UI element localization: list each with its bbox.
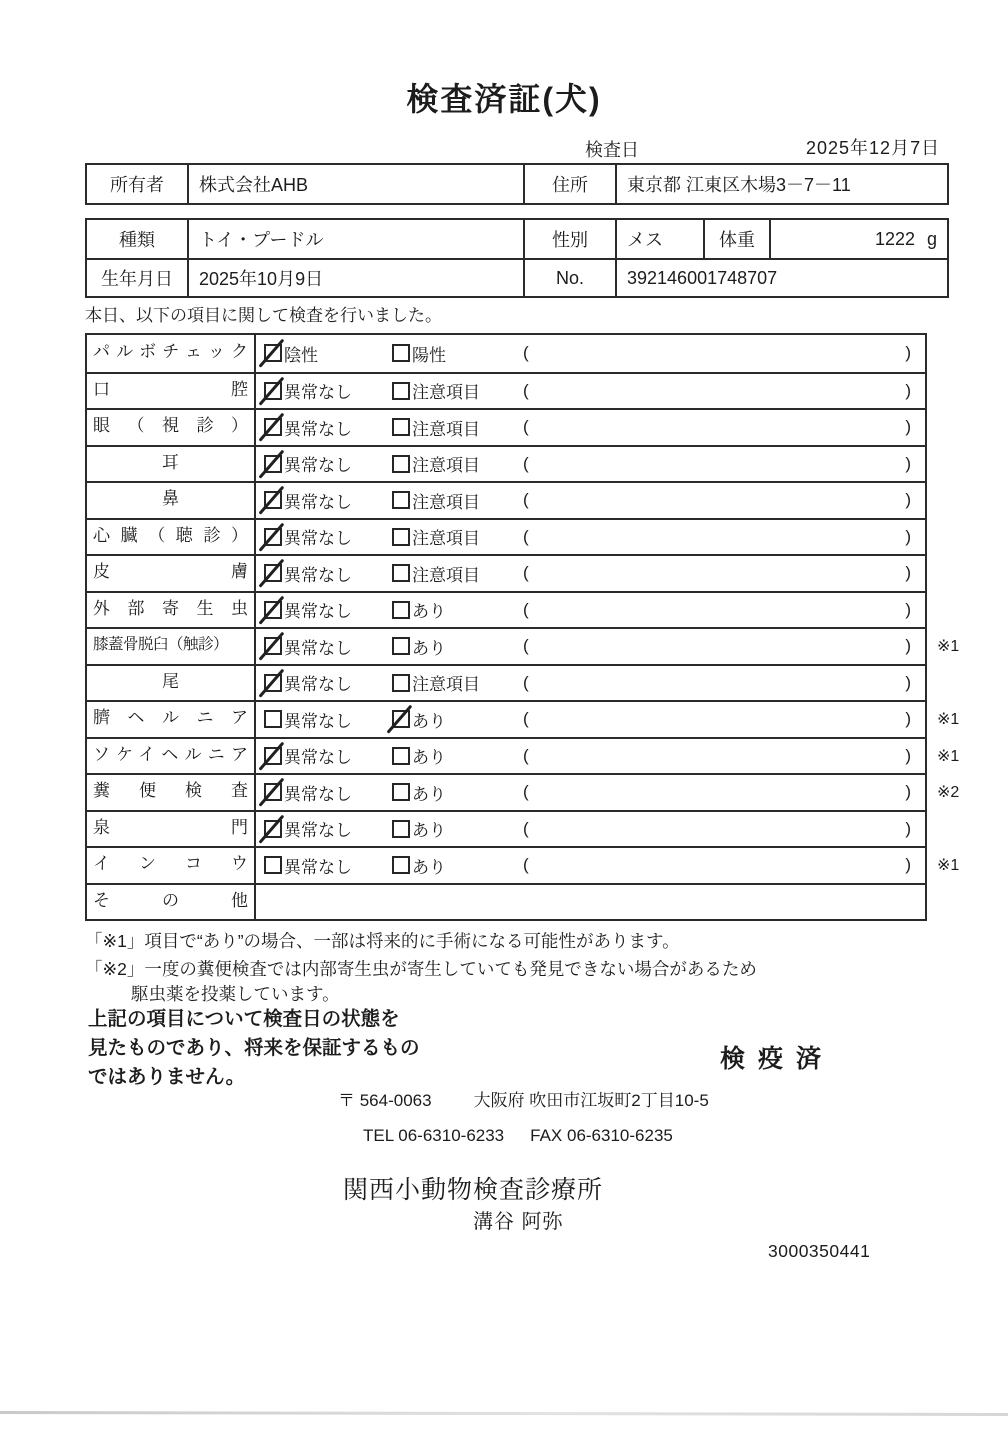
- quarantine-stamp: 検疫済: [720, 1045, 835, 1073]
- option2-label: 注意項目: [412, 565, 480, 585]
- row-heart: [87, 518, 925, 555]
- row-skin: [87, 554, 925, 591]
- row-tail: [87, 664, 925, 701]
- row-ears: [87, 445, 925, 482]
- exam-item-label: 臍ヘルニア: [93, 708, 248, 727]
- checkbox-normal: [264, 491, 282, 509]
- checkmark-icon: [258, 741, 284, 770]
- checkbox-present: [392, 637, 410, 655]
- row-cryptorchidism: [87, 846, 960, 883]
- row-inguinal-hernia: [87, 737, 960, 774]
- paren-open: (: [523, 745, 529, 765]
- exam-item-label: パルボチェック: [93, 342, 248, 361]
- paren-open: (: [523, 599, 529, 619]
- checkbox-normal: [264, 783, 282, 801]
- checkmark-icon: [258, 522, 284, 551]
- checkmark-icon: [258, 413, 284, 442]
- checkbox-normal: [264, 528, 282, 546]
- checkbox-normal: [264, 710, 282, 728]
- disclaimer-text: [88, 1005, 420, 1092]
- paren-open: (: [523, 453, 529, 473]
- veterinarian-name: 溝谷 阿弥: [473, 1211, 564, 1233]
- option2-label: あり: [412, 784, 446, 804]
- sex-value: メス: [615, 220, 703, 258]
- option1-label: 異常なし: [284, 857, 352, 877]
- checkmark-icon: [258, 632, 284, 661]
- option1-label: 異常なし: [284, 821, 352, 841]
- footnote-1: 「※1」項目で“あり”の場合、一部は将来的に手術になる可能性があります。: [85, 931, 680, 951]
- sex-label: 性別: [523, 220, 615, 258]
- exam-item-result: [254, 666, 925, 701]
- checkbox-normal: [264, 820, 282, 838]
- option2-label: 注意項目: [412, 383, 480, 403]
- exam-item-label: 心臓（聴診）: [93, 525, 248, 545]
- paren-close: ): [905, 782, 911, 802]
- exam-item-result: [254, 702, 925, 737]
- option1-label: 異常なし: [284, 529, 352, 549]
- exam-item-label: 皮膚: [93, 562, 248, 581]
- option2-label: 注意項目: [412, 419, 480, 439]
- exam-item-result: [254, 885, 925, 920]
- exam-item-label: 糞便検査: [93, 781, 248, 800]
- footnote-2-cont: 駆虫薬を投薬しています。: [131, 984, 340, 1004]
- checkbox-normal: [264, 601, 282, 619]
- exam-checklist-table: [85, 333, 960, 921]
- option2-label: 陽性: [412, 345, 446, 365]
- row-fecal-exam: [87, 773, 960, 810]
- checkbox-caution: [392, 564, 410, 582]
- intro-sentence: 本日、以下の項目に関して検査を行いました。: [85, 306, 442, 325]
- clinic-postal-line: [338, 1086, 709, 1111]
- option1-label: 異常なし: [284, 638, 352, 658]
- checkbox-normal: [264, 856, 282, 874]
- checkbox-normal: [264, 674, 282, 692]
- checkbox-normal: [264, 564, 282, 582]
- paren-close: ): [905, 745, 911, 765]
- paren-open: (: [523, 380, 529, 400]
- clinic-tel-line: [363, 1126, 673, 1146]
- checkbox-caution: [392, 455, 410, 473]
- birth-value: 2025年10月9日: [187, 258, 523, 296]
- paren-close: ): [905, 709, 911, 729]
- clinic-postal-code: 〒 564-0063: [338, 1091, 432, 1110]
- paren-open: (: [523, 818, 529, 838]
- checkmark-icon: [258, 778, 284, 807]
- checkbox-caution: [392, 382, 410, 400]
- option1-label: 異常なし: [284, 419, 352, 439]
- exam-item-result: [254, 410, 925, 445]
- checkmark-icon: [386, 705, 412, 734]
- exam-item-label: インコウ: [93, 854, 248, 873]
- address-value: 東京都 江東区木場3－7－11: [615, 165, 947, 203]
- exam-item-result: [254, 520, 925, 555]
- checkbox-present: [392, 856, 410, 874]
- checkbox-caution: [392, 418, 410, 436]
- checkbox-caution: [392, 674, 410, 692]
- exam-item-result: [254, 739, 925, 774]
- exam-item-label: 耳: [162, 452, 179, 472]
- option2-label: 注意項目: [412, 675, 480, 695]
- pet-table: [85, 218, 949, 298]
- checkbox-normal: [264, 418, 282, 436]
- checkmark-icon: [258, 595, 284, 624]
- option1-label: 異常なし: [284, 784, 352, 804]
- option2-label: 注意項目: [412, 529, 480, 549]
- paren-open: (: [523, 526, 529, 546]
- owner-value: 株式会社AHB: [187, 165, 523, 203]
- exam-item-label: ソケイヘルニア: [93, 744, 248, 764]
- option2-label: あり: [412, 748, 446, 768]
- no-value: 392146001748707: [615, 258, 947, 296]
- exam-item-result: [254, 483, 925, 518]
- disclaimer-line-1: 上記の項目について検査日の状態を: [88, 1008, 400, 1030]
- reference-mark: ※1: [937, 711, 960, 729]
- weight-value: [769, 220, 947, 258]
- paren-close: ): [905, 490, 911, 510]
- option1-label: 異常なし: [284, 748, 352, 768]
- checkmark-icon: [258, 376, 284, 405]
- paren-close: ): [905, 526, 911, 546]
- paren-open: (: [523, 563, 529, 583]
- exam-item-result: [254, 447, 925, 482]
- checkmark-icon: [258, 486, 284, 515]
- row-patellar-luxation: [87, 627, 960, 664]
- exam-item-label: 尾: [162, 671, 179, 691]
- exam-item-label: 泉門: [93, 817, 248, 837]
- checkmark-icon: [258, 559, 284, 588]
- row-oral-cavity: [87, 372, 925, 409]
- paren-close: ): [905, 563, 911, 583]
- clinic-fax: FAX 06-6310-6235: [530, 1126, 673, 1145]
- checkbox-present: [392, 783, 410, 801]
- row-nose: [87, 481, 925, 518]
- paren-open: (: [523, 855, 529, 875]
- exam-item-result: [254, 848, 925, 883]
- option2-label: 注意項目: [412, 492, 480, 512]
- checkbox-normal: [264, 455, 282, 473]
- weight-unit: g: [926, 228, 937, 249]
- serial-number: 3000350441: [768, 1241, 871, 1261]
- option2-label: あり: [412, 602, 446, 622]
- weight-number: 1222: [874, 228, 915, 249]
- disclaimer-line-2: 見たものであり、将来を保証するもの: [88, 1037, 420, 1059]
- paren-close: ): [905, 855, 911, 875]
- row-parvo-check: [87, 335, 925, 372]
- paren-open: (: [523, 782, 529, 802]
- paren-close: ): [905, 417, 911, 437]
- checkbox-present: [392, 601, 410, 619]
- exam-item-result: [254, 335, 925, 372]
- checkbox-caution: [392, 491, 410, 509]
- exam-item-label: 口腔: [93, 379, 248, 399]
- inspection-date-value: 2025年12月7日: [806, 138, 941, 158]
- row-fontanelle: [87, 810, 925, 847]
- paren-close: ): [905, 343, 911, 363]
- exam-item-result: [254, 629, 925, 664]
- paren-close: ): [905, 599, 911, 619]
- checkmark-icon: [258, 449, 284, 478]
- checkbox-positive: [392, 344, 410, 362]
- reference-mark: ※1: [937, 638, 960, 656]
- paren-close: ): [905, 453, 911, 473]
- row-eyes: [87, 408, 925, 445]
- inspection-date-label: 検査日: [585, 140, 639, 160]
- paren-open: (: [523, 636, 529, 656]
- type-label: 種類: [119, 230, 155, 250]
- clinic-name: 関西小動物検査診療所: [343, 1176, 604, 1204]
- checkbox-present: [392, 820, 410, 838]
- exam-item-result: [254, 775, 925, 810]
- checkbox-caution: [392, 528, 410, 546]
- paren-close: ): [905, 380, 911, 400]
- paren-close: ): [905, 672, 911, 692]
- checkbox-present: [392, 747, 410, 765]
- exam-item-label: 眼（視診）: [93, 416, 248, 435]
- checkbox-normal: [264, 747, 282, 765]
- option1-label: 異常なし: [284, 492, 352, 512]
- option1-label: 異常なし: [284, 602, 352, 622]
- checkmark-icon: [258, 668, 284, 697]
- footnote-2: 「※2」一度の糞便検査では内部寄生虫が寄生していても発見できない場合があるため: [85, 959, 757, 979]
- owner-table: [85, 163, 949, 205]
- option1-label: 異常なし: [284, 675, 352, 695]
- no-label: No.: [523, 258, 615, 296]
- option2-label: あり: [412, 821, 446, 841]
- paren-open: (: [523, 709, 529, 729]
- option2-label: あり: [412, 857, 446, 877]
- row-external-parasites: [87, 591, 925, 628]
- paren-open: (: [523, 672, 529, 692]
- type-value: トイ・プードル: [187, 220, 523, 258]
- checkmark-icon: [258, 339, 284, 368]
- option2-label: 注意項目: [412, 456, 480, 476]
- reference-mark: ※1: [937, 857, 960, 875]
- exam-item-label: 外部寄生虫: [93, 598, 248, 618]
- option2-label: あり: [412, 711, 446, 731]
- exam-item-label: 膝蓋骨脱臼（触診）: [93, 636, 229, 653]
- reference-mark: ※2: [937, 784, 960, 802]
- checkbox-normal: [264, 382, 282, 400]
- weight-label: 体重: [703, 220, 769, 258]
- option1-label: 異常なし: [284, 456, 352, 476]
- paren-open: (: [523, 490, 529, 510]
- exam-item-label: 鼻: [162, 489, 179, 508]
- exam-item-result: [254, 374, 925, 409]
- page-title: 検査済証(犬): [406, 81, 602, 117]
- option1-label: 異常なし: [284, 711, 352, 731]
- exam-item-result: [254, 593, 925, 628]
- option1-label: 異常なし: [284, 565, 352, 585]
- paren-open: (: [523, 343, 529, 363]
- row-umbilical-hernia: [87, 700, 960, 737]
- scan-artifact-line: [0, 1411, 1008, 1416]
- address-label: 住所: [523, 165, 615, 203]
- disclaimer-line-3: ではありません。: [88, 1066, 246, 1088]
- owner-label: 所有者: [110, 175, 164, 195]
- reference-mark: ※1: [937, 747, 960, 765]
- exam-item-label: その他: [93, 890, 248, 910]
- paren-close: ): [905, 818, 911, 838]
- clinic-address: 大阪府 吹田市江坂町2丁目10-5: [473, 1091, 709, 1110]
- checkbox-negative: [264, 344, 282, 362]
- option2-label: あり: [412, 638, 446, 658]
- option1-label: 異常なし: [284, 383, 352, 403]
- paren-close: ): [905, 636, 911, 656]
- paren-open: (: [523, 417, 529, 437]
- option1-label: 陰性: [284, 345, 318, 365]
- clinic-tel: TEL 06-6310-6233: [363, 1126, 505, 1145]
- exam-item-result: [254, 556, 925, 591]
- checkbox-present: [392, 710, 410, 728]
- checkmark-icon: [258, 814, 284, 843]
- checkbox-normal: [264, 637, 282, 655]
- row-other: [87, 883, 925, 920]
- exam-item-result: [254, 812, 925, 847]
- birth-label: 生年月日: [87, 258, 187, 296]
